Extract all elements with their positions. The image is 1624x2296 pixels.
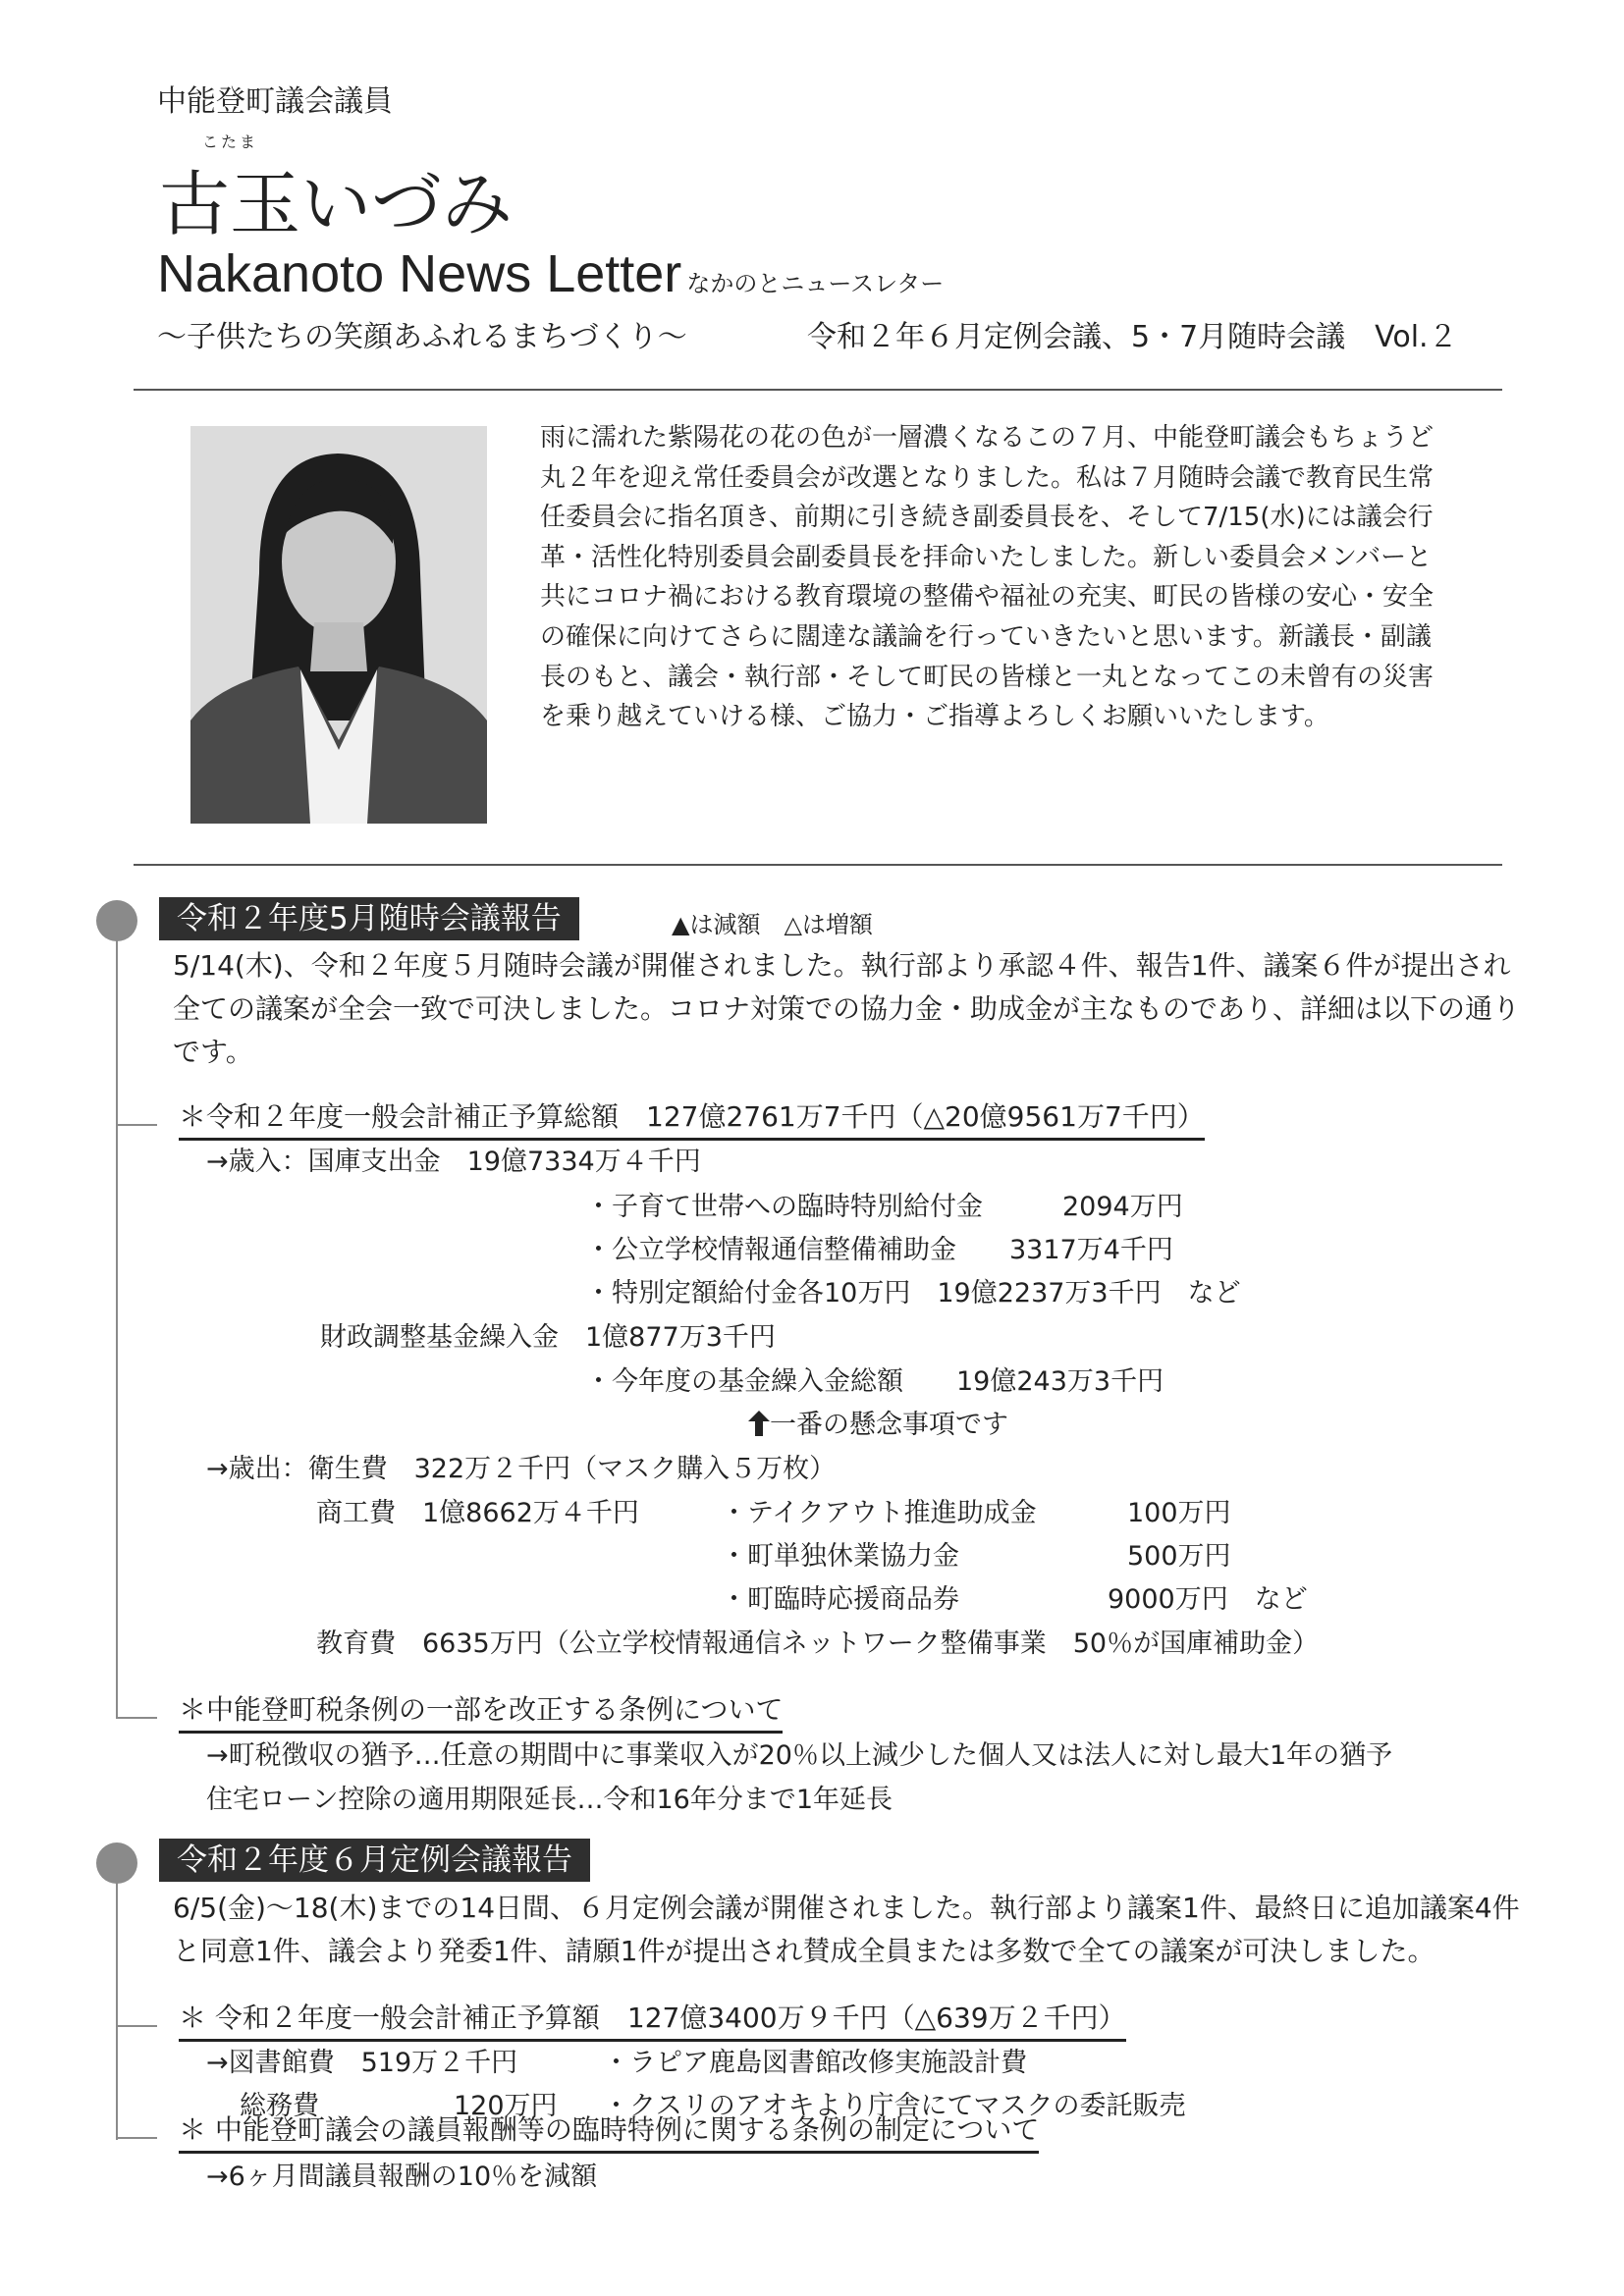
- portrait-illustration: [190, 426, 487, 824]
- newsletter-title-row: [157, 243, 944, 304]
- issue-label: 令和２年６月定例会議、5・7月随時会議 Vol.２: [807, 320, 1458, 354]
- revenue-item: ・子育て世帯への臨時特別給付金 2094万円: [585, 1192, 1183, 1222]
- may-budget-heading: ＊令和２年度一般会計補正予算総額 127億2761万7千円（△20億9561万7千円）: [179, 1097, 1205, 1141]
- june-budget-line: →図書館費 519万２千円: [206, 2048, 518, 2078]
- expenditure-item: ・町単独休業協力金: [721, 1541, 959, 1572]
- tax-line: 住宅ローン控除の適用期限延長…令和16年分まで1年延長: [206, 1785, 893, 1815]
- concern-note: [748, 1408, 1008, 1443]
- expenditure-amount: 100万円: [1127, 1498, 1231, 1528]
- timeline-bullet: [96, 1842, 137, 1884]
- expenditure-amount: 9000万円 など: [1108, 1584, 1308, 1615]
- portrait-photo: [190, 426, 487, 824]
- june-budget-item: ・クスリのアオキより庁舎にてマスクの委託販売: [603, 2091, 1186, 2121]
- remuneration-line: →6ヶ月間議員報酬の10％を減額: [206, 2162, 598, 2192]
- revenue-item: ・公立学校情報通信整備補助金 3317万4千円: [585, 1235, 1173, 1265]
- timeline-bullet: [96, 900, 137, 941]
- revenue-line: 財政調整基金繰入金 1億877万3千円: [320, 1322, 776, 1353]
- intro-divider: [134, 864, 1502, 866]
- timeline-tick: [116, 2137, 157, 2139]
- revenue-line: →歳入：国庫支出金 19億7334万４千円: [206, 1147, 701, 1177]
- timeline-june: [116, 1865, 118, 2140]
- section-title-june: 令和２年度６月定例会議報告: [159, 1839, 590, 1882]
- expenditure-amount: 500万円: [1127, 1541, 1231, 1572]
- remuneration-ordinance-heading: ＊ 中能登町議会の議員報酬等の臨時特例に関する条例の制定について: [179, 2110, 1039, 2154]
- up-arrow-icon: [748, 1411, 770, 1436]
- tax-line: →町税徴収の猶予…任意の期間中に事業収入が20％以上減少した個人又は法人に対し最大1年の猶予: [206, 1740, 1393, 1771]
- legend: ▲は減額 △は増額: [672, 911, 873, 938]
- concern-text: 一番の懸念事項です: [770, 1410, 1008, 1440]
- timeline-tick: [116, 1717, 157, 1719]
- name-ruby: こたま: [202, 133, 259, 151]
- newsletter-title: Nakanoto News Letter: [157, 244, 682, 303]
- june-budget-item: ・ラピア鹿島図書館改修実施設計費: [603, 2048, 1027, 2078]
- june-summary: 6/5(金)～18(木)までの14日間、６月定例会議が開催されました。執行部より議案1件、最終日に追加議案4件と同意1件、議会より発委1件、請願1件が提出され賛成全員または多数で全ての議案が可決しました。: [173, 1892, 1520, 1967]
- expenditure-item: ・町臨時応援商品券: [721, 1584, 959, 1615]
- june-budget-heading: ＊ 令和２年度一般会計補正予算額 127億3400万９千円（△639万２千円）: [179, 1999, 1126, 2042]
- tax-ordinance-heading: ＊中能登町税条例の一部を改正する条例について: [179, 1690, 783, 1734]
- timeline-tick: [116, 1124, 157, 1126]
- revenue-item: ・特別定額給付金各10万円 19億2237万3千円 など: [585, 1278, 1241, 1308]
- may-summary: 5/14(木)、令和２年度５月随時会議が開催されました。執行部より承認４件、報告1件、議案６件が提出され全ての議案が全会一致で可決しました。コロナ対策での協力金・助成金が主なものであり、詳細は以下の通りです。: [173, 949, 1521, 1068]
- timeline-may: [116, 913, 118, 1718]
- revenue-item: ・今年度の基金繰入金総額 19億243万3千円: [585, 1366, 1164, 1397]
- header-divider: [134, 389, 1502, 391]
- expenditure-item: ・テイクアウト推進助成金: [721, 1498, 1037, 1528]
- slogan: ～子供たちの笑顔あふれるまちづくり～: [157, 320, 687, 354]
- june-budget-amount: 120万円: [454, 2091, 558, 2121]
- timeline-tick: [116, 2025, 157, 2027]
- councilor-name: 古玉いづみ: [159, 163, 514, 245]
- june-budget-line: 総務費: [240, 2091, 319, 2121]
- expenditure-line: 商工費 1億8662万４千円: [316, 1498, 639, 1528]
- intro-message: 雨に濡れた紫陽花の花の色が一層濃くなるこの７月、中能登町議会もちょうど丸２年を迎え常任委員会が改選となりました。私は７月随時会議で教育民生常任委員会に指名頂き、前期に引き続き副委員長を、そして7/15(水)には議会行革・活性化特別委員会副委員長を拝命いたしました。新しい委員会メンバーと共にコロナ禍における教育環境の整備や福祉の充実、町民の皆様の安心・安全の確保に向けてさらに闊達な議論を行っていきたいと思います。新議長・副議長のもと、議会・執行部・そして町民の皆様と一丸となってこの未曾有の災害を乗り越えていける様、ご協力・ご指導よろしくお願いいたします。: [540, 423, 1435, 732]
- councilor-caption: 中能登町議会議員: [157, 84, 393, 119]
- newsletter-kana: なかのとニュースレター: [686, 270, 945, 297]
- section-title-may: 令和２年度5月随時会議報告: [159, 897, 579, 940]
- expenditure-line: 教育費 6635万円（公立学校情報通信ネットワーク整備事業 50％が国庫補助金）: [316, 1629, 1320, 1659]
- expenditure-line: →歳出：衛生費 322万２千円（マスク購入５万枚）: [206, 1454, 837, 1484]
